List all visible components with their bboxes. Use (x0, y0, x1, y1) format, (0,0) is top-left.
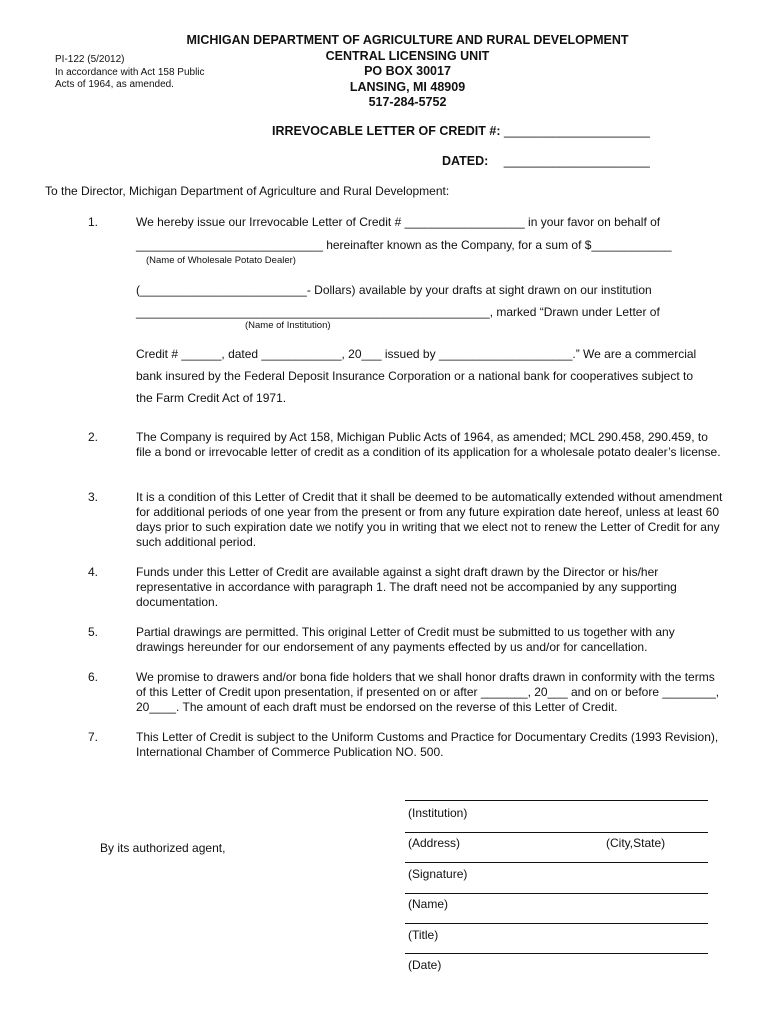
para3-text: It is a condition of this Letter of Credit that it shall be deemed to be automatically extended without amendment for additional periods of one year from the present or from any future expiration date hereof, unless at least 60 days prior to such expiration date we notify you in writing that we elect not to renew the Letter of Credit for any such additional period. (136, 490, 723, 549)
phone-number: 517-284-5752 (368, 95, 447, 109)
para7-number: 7. (88, 730, 99, 744)
para5-number: 5. (88, 625, 99, 639)
form-note-line2: Acts of 1964, as amended. (55, 79, 174, 90)
para1-line6: bank insured by the Federal Deposit Insurance Corporation or a national bank for cooperatives subject to (136, 369, 693, 383)
para1-line2: ____________________________ hereinafter known as the Company, for a sum of $____________ (136, 238, 672, 252)
institution-label: (Institution) (408, 806, 468, 820)
para7-text: This Letter of Credit is subject to the Uniform Customs and Practice for Documentary Credits (1993 Revision), International Chamber of Commerce Publication NO. 500. (136, 730, 719, 759)
para5-text: Partial drawings are permitted. This original Letter of Credit must be submitted to us together with any drawings hereunder for our endorsement of any payments effected by us and/or for cancellation. (136, 625, 675, 654)
date-label: (Date) (408, 958, 442, 972)
title-line[interactable] (405, 923, 708, 924)
dated-label: DATED: (442, 154, 489, 168)
po-box: PO BOX 30017 (364, 64, 451, 78)
authorized-agent-label: By its authorized agent, (100, 841, 226, 855)
para4-text: Funds under this Letter of Credit are available against a sight draft drawn by the Director or his/her representative in accordance with paragraph 1. The draft need not be accompanied by any supporting documentation. (136, 565, 677, 609)
name-line[interactable] (405, 893, 708, 894)
agency-header (180, 33, 635, 111)
form-code: PI-122 (5/2012) (55, 54, 125, 65)
para1-line7: the Farm Credit Act of 1971. (136, 391, 287, 405)
para1-number: 1. (88, 215, 99, 229)
letter-of-credit-number-field[interactable]: _____________________ (503, 124, 650, 138)
name-label: (Name) (408, 897, 449, 911)
para1-line4: _____________________________________________________, marked “Drawn under Letter of (136, 305, 660, 319)
signature-line[interactable] (405, 862, 708, 863)
city-state-zip: LANSING, MI 48909 (349, 79, 466, 94)
para1-line1: We hereby issue our Irrevocable Letter of Credit # __________________ in your favor on behalf of (136, 215, 661, 229)
letter-of-credit-title (272, 124, 650, 138)
signature-label: (Signature) (408, 867, 468, 881)
para4-number: 4. (88, 565, 99, 579)
salutation: To the Director, Michigan Department of Agriculture and Rural Development: (45, 184, 450, 198)
para1-line3: (_________________________- Dollars) available by your drafts at sight drawn on our institution (136, 283, 652, 297)
unit-name: CENTRAL LICENSING UNIT (325, 48, 490, 63)
para2-text: The Company is required by Act 158, Michigan Public Acts of 1964, as amended; MCL 290.458, 290.459, to file a bond or irrevocable letter of credit as a condition of its application for a wholesale potato dealer’s license. (136, 430, 721, 459)
letter-of-credit-label: IRREVOCABLE LETTER OF CREDIT #: (272, 124, 501, 138)
address-label: (Address) (408, 836, 461, 850)
form-note-line1: In accordance with Act 158 Public (55, 66, 205, 78)
dealer-name-caption: (Name of Wholesale Potato Dealer) (146, 255, 296, 266)
institution-name-caption: (Name of Institution) (245, 320, 331, 331)
agency-name: MICHIGAN DEPARTMENT OF AGRICULTURE AND RURAL DEVELOPMENT (186, 33, 629, 47)
para3-number: 3. (88, 490, 99, 504)
para1-line5: Credit # ______, dated ____________, 20___ issued by ____________________.” We are a commercial (136, 347, 697, 361)
para2-number: 2. (88, 430, 99, 444)
institution-line[interactable] (405, 800, 708, 801)
city-state-label: (City,State) (606, 836, 666, 850)
dated-field[interactable]: _____________________ (503, 154, 650, 168)
dated-line (442, 154, 650, 168)
date-line[interactable] (405, 953, 708, 954)
para6-text: We promise to drawers and/or bona fide holders that we shall honor drafts drawn in conformity with the terms of this Letter of Credit upon presentation, if presented on or after _______, 20___ and on or before ________, 20____. The amount of each draft must be endorsed on the reverse of this Letter of Credit. (136, 670, 720, 714)
address-line[interactable] (405, 832, 708, 833)
title-label: (Title) (408, 928, 439, 942)
para6-number: 6. (88, 670, 99, 684)
